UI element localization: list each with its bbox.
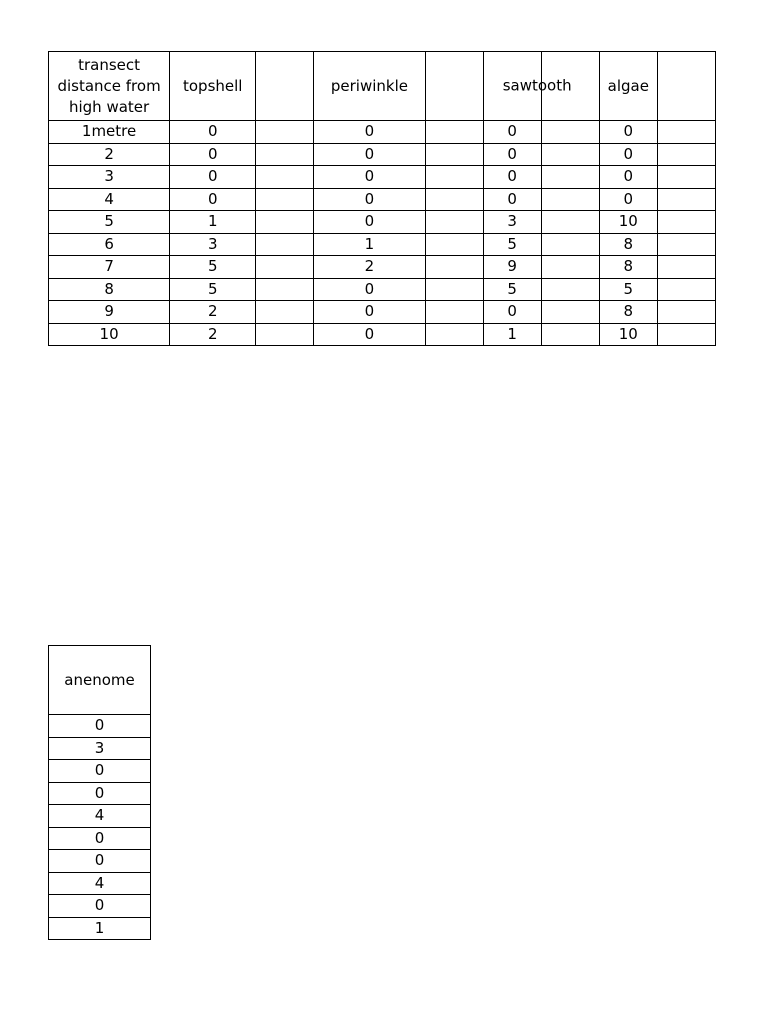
empty-cell[interactable]	[541, 301, 599, 324]
cell-anenome[interactable]: 0	[49, 760, 151, 783]
cell-anenome[interactable]: 0	[49, 827, 151, 850]
empty-cell[interactable]	[657, 143, 715, 166]
cell-algae[interactable]: 0	[599, 166, 657, 189]
anenome-table	[48, 645, 151, 940]
cell-periwinkle[interactable]: 0	[314, 188, 425, 211]
cell-periwinkle[interactable]: 2	[314, 256, 425, 279]
cell-anenome[interactable]: 3	[49, 737, 151, 760]
header-periwinkle[interactable]: periwinkle	[314, 52, 425, 121]
cell-topshell[interactable]: 5	[170, 256, 256, 279]
empty-cell[interactable]	[657, 278, 715, 301]
empty-cell[interactable]	[256, 301, 314, 324]
cell-distance[interactable]: 3	[49, 166, 170, 189]
empty-cell[interactable]	[657, 121, 715, 144]
cell-distance[interactable]: 7	[49, 256, 170, 279]
cell-algae[interactable]: 0	[599, 143, 657, 166]
empty-cell[interactable]	[425, 211, 483, 234]
empty-cell[interactable]	[541, 188, 599, 211]
empty-cell[interactable]	[256, 278, 314, 301]
table-row	[49, 323, 716, 346]
cell-algae[interactable]: 10	[599, 211, 657, 234]
empty-cell[interactable]	[425, 52, 483, 121]
cell-periwinkle[interactable]: 0	[314, 121, 425, 144]
cell-sawtooth[interactable]: 0	[483, 166, 541, 189]
table-row	[49, 121, 716, 144]
empty-cell[interactable]	[541, 278, 599, 301]
header-anenome[interactable]: anenome	[49, 646, 151, 715]
table-row	[49, 850, 151, 873]
empty-cell[interactable]	[256, 166, 314, 189]
header-algae[interactable]: algae	[599, 52, 657, 121]
cell-periwinkle[interactable]: 0	[314, 278, 425, 301]
cell-anenome[interactable]: 0	[49, 715, 151, 738]
cell-topshell[interactable]: 0	[170, 188, 256, 211]
table-row	[49, 917, 151, 940]
empty-cell[interactable]	[256, 323, 314, 346]
empty-cell[interactable]	[425, 121, 483, 144]
cell-sawtooth[interactable]: 0	[483, 121, 541, 144]
empty-cell[interactable]	[657, 211, 715, 234]
cell-topshell[interactable]: 0	[170, 121, 256, 144]
cell-anenome[interactable]: 0	[49, 895, 151, 918]
header-row	[49, 646, 151, 715]
cell-algae[interactable]: 5	[599, 278, 657, 301]
table-row	[49, 188, 716, 211]
cell-algae[interactable]: 8	[599, 256, 657, 279]
cell-distance[interactable]: 1metre	[49, 121, 170, 144]
header-sawtooth[interactable]: sawtooth	[483, 52, 541, 121]
header-row	[49, 52, 716, 121]
empty-cell[interactable]	[657, 256, 715, 279]
empty-cell[interactable]	[256, 233, 314, 256]
table-row	[49, 278, 716, 301]
table-row	[49, 233, 716, 256]
cell-sawtooth[interactable]: 5	[483, 278, 541, 301]
empty-cell[interactable]	[425, 233, 483, 256]
cell-distance[interactable]: 2	[49, 143, 170, 166]
table-row	[49, 301, 716, 324]
cell-distance[interactable]: 9	[49, 301, 170, 324]
transect-table	[48, 51, 716, 346]
table-row	[49, 895, 151, 918]
cell-periwinkle[interactable]: 0	[314, 301, 425, 324]
cell-algae[interactable]: 0	[599, 121, 657, 144]
cell-topshell[interactable]: 0	[170, 143, 256, 166]
empty-cell[interactable]	[425, 278, 483, 301]
empty-cell[interactable]	[256, 143, 314, 166]
cell-anenome[interactable]: 4	[49, 805, 151, 828]
cell-anenome[interactable]: 1	[49, 917, 151, 940]
cell-anenome[interactable]: 0	[49, 782, 151, 805]
empty-cell[interactable]	[541, 211, 599, 234]
cell-distance[interactable]: 8	[49, 278, 170, 301]
cell-periwinkle[interactable]: 0	[314, 211, 425, 234]
table-row	[49, 782, 151, 805]
empty-cell[interactable]	[657, 323, 715, 346]
header-topshell[interactable]: topshell	[170, 52, 256, 121]
empty-cell[interactable]	[541, 121, 599, 144]
empty-cell[interactable]	[425, 323, 483, 346]
cell-algae[interactable]: 0	[599, 188, 657, 211]
cell-periwinkle[interactable]: 0	[314, 143, 425, 166]
cell-distance[interactable]: 6	[49, 233, 170, 256]
cell-sawtooth[interactable]: 5	[483, 233, 541, 256]
cell-periwinkle[interactable]: 0	[314, 323, 425, 346]
empty-cell[interactable]	[256, 188, 314, 211]
table-row	[49, 715, 151, 738]
empty-cell[interactable]	[425, 188, 483, 211]
cell-algae[interactable]: 8	[599, 301, 657, 324]
empty-cell[interactable]	[657, 166, 715, 189]
table-row	[49, 760, 151, 783]
empty-cell[interactable]	[425, 301, 483, 324]
cell-algae[interactable]: 8	[599, 233, 657, 256]
empty-cell[interactable]	[657, 188, 715, 211]
cell-periwinkle[interactable]: 1	[314, 233, 425, 256]
cell-anenome[interactable]: 0	[49, 850, 151, 873]
empty-cell[interactable]	[256, 52, 314, 121]
cell-sawtooth[interactable]: 9	[483, 256, 541, 279]
table-row	[49, 166, 716, 189]
table-row	[49, 737, 151, 760]
empty-cell[interactable]	[541, 233, 599, 256]
empty-cell[interactable]	[657, 233, 715, 256]
cell-topshell[interactable]: 2	[170, 323, 256, 346]
header-distance[interactable]: transect distance from high water	[49, 52, 170, 121]
cell-sawtooth[interactable]: 1	[483, 323, 541, 346]
table-row	[49, 143, 716, 166]
cell-sawtooth[interactable]: 0	[483, 301, 541, 324]
empty-cell[interactable]	[256, 211, 314, 234]
empty-cell[interactable]	[425, 256, 483, 279]
cell-topshell[interactable]: 1	[170, 211, 256, 234]
empty-cell[interactable]	[425, 166, 483, 189]
empty-cell[interactable]	[541, 256, 599, 279]
table-row	[49, 872, 151, 895]
empty-cell[interactable]	[657, 52, 715, 121]
cell-anenome[interactable]: 4	[49, 872, 151, 895]
cell-distance[interactable]: 5	[49, 211, 170, 234]
cell-sawtooth[interactable]: 3	[483, 211, 541, 234]
empty-cell[interactable]	[541, 166, 599, 189]
table-row	[49, 805, 151, 828]
table-row	[49, 211, 716, 234]
table-row	[49, 827, 151, 850]
table-row	[49, 256, 716, 279]
cell-topshell[interactable]: 0	[170, 166, 256, 189]
empty-cell[interactable]	[657, 301, 715, 324]
cell-algae[interactable]: 10	[599, 323, 657, 346]
cell-periwinkle[interactable]: 0	[314, 166, 425, 189]
cell-topshell[interactable]: 2	[170, 301, 256, 324]
empty-cell[interactable]	[425, 143, 483, 166]
cell-topshell[interactable]: 3	[170, 233, 256, 256]
cell-topshell[interactable]: 5	[170, 278, 256, 301]
cell-sawtooth[interactable]: 0	[483, 188, 541, 211]
empty-cell[interactable]	[256, 256, 314, 279]
cell-distance[interactable]: 10	[49, 323, 170, 346]
empty-cell[interactable]	[541, 143, 599, 166]
empty-cell[interactable]	[541, 323, 599, 346]
cell-sawtooth[interactable]: 0	[483, 143, 541, 166]
empty-cell[interactable]	[256, 121, 314, 144]
cell-distance[interactable]: 4	[49, 188, 170, 211]
